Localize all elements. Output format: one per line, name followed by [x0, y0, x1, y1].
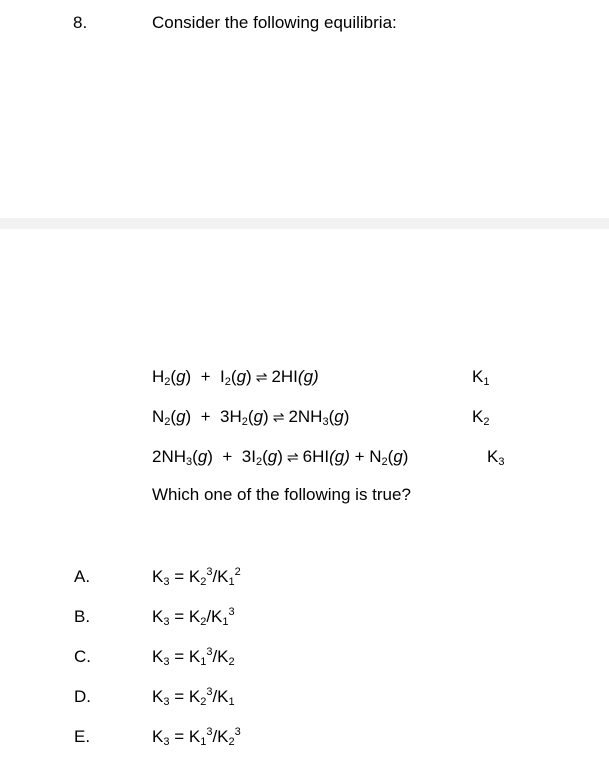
option-expression[interactable]: $K_3 = K_1^3/K_2$ — [152, 646, 235, 668]
option-letter: A. — [74, 567, 91, 586]
equilibrium-arrow: ⇌ — [272, 409, 285, 425]
equilibrium-constant: $K_2$ — [472, 407, 490, 428]
question-stem: Which one of the following is true? — [152, 485, 411, 504]
option-expression[interactable]: $K_3 = K_2^3/K_1^2$ — [152, 566, 241, 588]
equilibrium-constant: $K_1$ — [472, 367, 490, 388]
equilibrium-reaction: $H_2(g) + I_2(g)$ ⇌ 2HI(g) — [152, 367, 319, 388]
equilibrium-reaction: $N_2(g) + 3H_2(g)$ ⇌ $2NH_3(g)$ — [152, 407, 350, 428]
option-letter: C. — [74, 647, 91, 666]
option-expression[interactable]: $K_3 = K_2^3/K_1$ — [152, 686, 235, 708]
option-letter: D. — [74, 687, 91, 706]
equilibrium-reaction: $2NH_3(g) + 3I_2(g)$ ⇌ $6HI(g) + N_2(g)$ — [152, 447, 409, 468]
option-expression[interactable]: $K_3 = K_1^3/K_2^3$ — [152, 726, 241, 748]
section-divider — [0, 218, 609, 229]
question-number: 8. — [73, 13, 88, 32]
option-letter: B. — [74, 607, 91, 626]
question-prompt: Consider the following equilibria: — [152, 13, 397, 32]
equilibrium-arrow: ⇌ — [286, 449, 299, 465]
equilibrium-arrow: ⇌ — [255, 369, 268, 385]
option-expression[interactable]: $K_3 = K_2/K_1^3$ — [152, 606, 235, 628]
equilibrium-constant: $K_3$ — [487, 447, 505, 468]
option-letter: E. — [74, 727, 91, 746]
